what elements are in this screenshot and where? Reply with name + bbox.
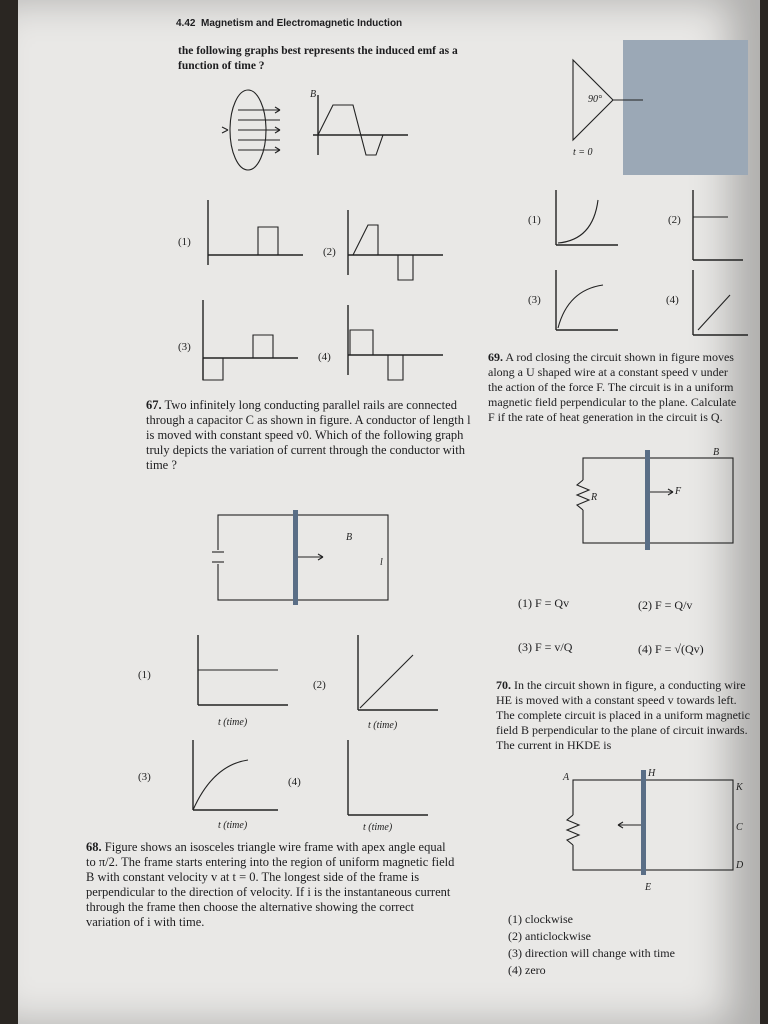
svg-text:B: B (310, 89, 317, 100)
svg-text:90°: 90° (588, 94, 602, 105)
svg-text:F: F (675, 486, 682, 497)
q68-options (518, 185, 758, 345)
svg-text:A: A (563, 772, 570, 783)
svg-text:(3): (3) (178, 341, 191, 353)
svg-text:(1): (1) (178, 236, 191, 248)
svg-text:t (time): t (time) (218, 717, 248, 728)
svg-text:H: H (648, 768, 656, 779)
svg-text:(2): (2) (323, 246, 336, 258)
q68-figure (573, 40, 753, 180)
q67-options (138, 630, 458, 840)
q69-option-4: (4) F = √(Qv) (638, 642, 704, 656)
svg-text:B: B (713, 447, 720, 458)
svg-text:K: K (736, 782, 743, 793)
book-page (18, 0, 760, 1024)
q70-option-2: (2) anticlockwise (508, 929, 591, 943)
q67-text: 67. Two infinitely long conducting parallel rails are connected through a capacitor C as shown in figure. A conductor of length l is moved with constant speed v0. Which of the following graph truly depicts the variation of current through the conductor with time ? (146, 398, 471, 472)
svg-text:(4): (4) (288, 776, 301, 788)
svg-text:(1): (1) (528, 214, 541, 226)
q70-option-3: (3) direction will change with time (508, 946, 675, 960)
page-header: 4.42 Magnetism and Electromagnetic Induction (176, 18, 403, 29)
svg-text:(3): (3) (138, 771, 151, 783)
svg-text:(3): (3) (528, 294, 541, 306)
q69-option-2: (2) F = Q/v (638, 598, 693, 612)
svg-text:t (time): t (time) (363, 822, 393, 833)
q66-text: the following graphs best represents the induced emf as a function of time ? (178, 45, 458, 72)
q69-option-3: (3) F = v/Q (518, 640, 573, 654)
q70-option-4: (4) zero (508, 963, 546, 977)
svg-text:l: l (380, 557, 383, 568)
svg-text:(2): (2) (668, 214, 681, 226)
q69-circuit (563, 440, 743, 560)
svg-text:(1): (1) (138, 669, 151, 681)
q66-options (178, 195, 478, 395)
svg-text:B: B (346, 532, 353, 543)
svg-text:t = 0: t = 0 (573, 147, 593, 158)
svg-text:(4): (4) (318, 351, 331, 363)
svg-text:E: E (645, 882, 652, 893)
svg-text:C: C (736, 822, 743, 833)
svg-text:t (time): t (time) (368, 720, 398, 731)
q67-circuit (198, 495, 398, 625)
q70-circuit (553, 760, 743, 895)
svg-text:D: D (736, 860, 744, 871)
q69-text: 69. A rod closing the circuit shown in figure moves along a U shaped wire at a constant speed v under the action of the force F. The circuit is in a uniform magnetic field perpendicular to the plane. Calculate F if the rate of heat generation in the circuit is Q. (488, 350, 737, 424)
svg-text:(4): (4) (666, 294, 679, 306)
q68-text: 68. Figure shows an isosceles triangle wire frame with apex angle equal to π/2. The frame starts entering into the region of uniform magnetic field B with constant velocity v at t = 0. The longest side of the frame is perpendicular to the direction of velocity. If i is the instantaneous current through the frame then choose the alternative showing the correct variation of i with time. (86, 840, 455, 929)
q69-option-1: (1) F = Qv (518, 596, 570, 610)
q70-option-1: (1) clockwise (508, 912, 573, 926)
svg-text:t (time): t (time) (218, 820, 248, 831)
q66-figure (218, 85, 418, 175)
q70-text: 70. In the circuit shown in figure, a conducting wire HE is moved with a constant speed v towards left. The complete circuit is placed in a uniform magnetic field B perpendicular to the plane of circuit inwards. The current in HKDE is (496, 678, 750, 752)
svg-text:R: R (591, 492, 598, 503)
svg-text:(2): (2) (313, 679, 326, 691)
